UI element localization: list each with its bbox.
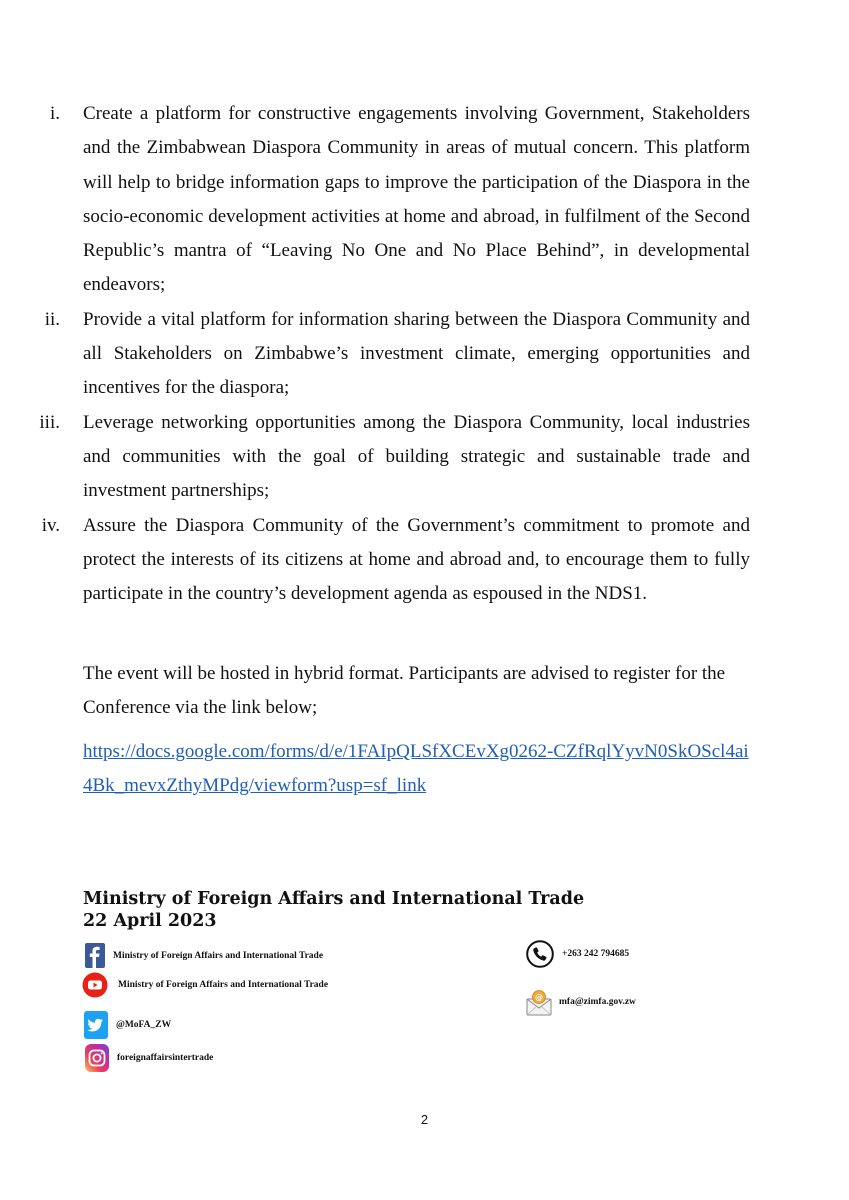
- phone-icon: [526, 940, 554, 968]
- list-item-text: Assure the Diaspora Community of the Government’s commitment to promote and protect the interests of its citizens at home and abroad and, to encourage them to fully participate in the country’s development agenda as espoused in the NDS1.: [83, 514, 750, 605]
- phone-label: +263 242 794685: [562, 949, 630, 959]
- facebook-contact[interactable]: [85, 943, 323, 968]
- facebook-label: Ministry of Foreign Affairs and International Trade: [113, 950, 324, 961]
- list-item-text: Leverage networking opportunities among the Diaspora Community, local industries and communities with the goal of building strategic and sustainable trade and investment partnerships;: [83, 411, 750, 502]
- page-number: 2: [420, 1112, 429, 1127]
- instagram-icon: [85, 1044, 109, 1072]
- email-icon: [526, 988, 552, 1016]
- facebook-icon: [85, 943, 105, 968]
- list-item: [30, 97, 750, 303]
- list-item-number: iii.: [39, 411, 60, 433]
- instagram-contact[interactable]: [85, 1044, 213, 1072]
- list-item: [30, 406, 750, 509]
- registration-link[interactable]: https://docs.google.com/forms/d/e/1FAIpQLSfXCEvXg0262-CZfRqlYyvN0SkOScl4ai4Bk_mevxZthyMPdg/viewform?usp=sf_link: [83, 741, 749, 797]
- svg-text:@: @: [535, 993, 543, 1002]
- email-contact[interactable]: [526, 988, 636, 1016]
- phone-contact[interactable]: [526, 940, 629, 968]
- signature-block: [83, 888, 584, 932]
- objectives-list: [30, 97, 750, 611]
- list-item: [30, 509, 750, 612]
- youtube-icon: [82, 972, 108, 998]
- list-item-number: iv.: [41, 514, 60, 536]
- organization-name: Ministry of Foreign Affairs and International Trade: [83, 889, 585, 909]
- list-item-number: ii.: [44, 308, 60, 330]
- twitter-contact[interactable]: [84, 1011, 171, 1039]
- email-label: mfa@zimfa.gov.zw: [559, 997, 636, 1007]
- twitter-icon: [84, 1011, 108, 1039]
- list-item-number: i.: [49, 103, 60, 124]
- list-item-text: Create a platform for constructive engagements involving Government, Stakeholders and the Zimbabwean Diaspora Community in areas of mutual concern. This platform will help to bridge information gaps to improve the participation of the Diaspora in the socio-economic development activities at home and abroad, in fulfilment of the Second Republic’s mantra of “Leaving No One and No Place Behind”, in developmental endeavors;: [83, 103, 750, 296]
- youtube-contact[interactable]: [82, 972, 328, 998]
- list-item-text: Provide a vital platform for information sharing between the Diaspora Community and all Stakeholders on Zimbabwe’s investment climate, emerging opportunities and incentives for the diaspora;: [83, 308, 750, 399]
- list-item: [30, 303, 750, 406]
- signature-date: 22 April 2023: [83, 911, 217, 931]
- youtube-label: Ministry of Foreign Affairs and International Trade: [118, 980, 329, 990]
- event-note: The event will be hosted in hybrid format. Participants are advised to register for the Conference via the link below;: [83, 663, 726, 719]
- twitter-label: @MoFA_ZW: [116, 1020, 172, 1030]
- instagram-label: foreignaffairsintertrade: [117, 1053, 214, 1063]
